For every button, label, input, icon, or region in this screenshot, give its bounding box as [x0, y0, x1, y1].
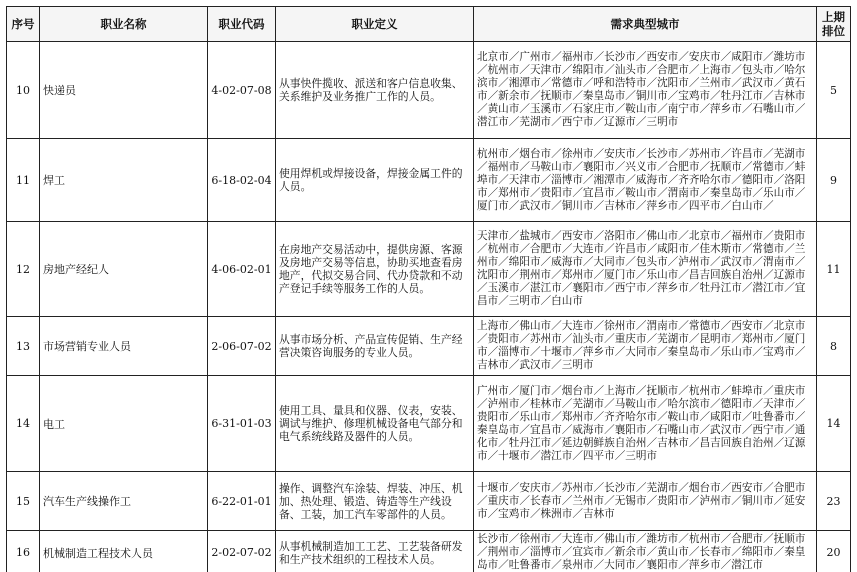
- cell-no: 12: [7, 222, 40, 317]
- table-row: [7, 376, 851, 472]
- cell-no: 15: [7, 472, 40, 531]
- cell-name: 快递员: [40, 42, 208, 139]
- table-row: [7, 472, 851, 531]
- cell-code: 2-02-07-02: [208, 531, 276, 572]
- cell-code: 4-02-07-08: [208, 42, 276, 139]
- table-row: [7, 42, 851, 139]
- cell-name: 机械制造工程技术人员: [40, 531, 208, 572]
- cell-prev-rank: 23: [817, 472, 851, 531]
- cell-cities: 上海市／佛山市／大连市／徐州市／渭南市／常德市／西安市／北京市／贵阳市／苏州市／汕头市／重庆市／芜湖市／昆明市／郑州市／厦门市／淄博市／十堰市／萍乡市／大同市／秦皇岛市／乐山市／宝鸡市／吉林市／武汉市／三明市: [474, 317, 817, 376]
- header-definition: 职业定义: [276, 7, 474, 42]
- cell-prev-rank: 11: [817, 222, 851, 317]
- cell-prev-rank: 5: [817, 42, 851, 139]
- header-code: 职业代码: [208, 7, 276, 42]
- table-row: [7, 317, 851, 376]
- cell-prev-rank: 20: [817, 531, 851, 572]
- table-row: [7, 139, 851, 222]
- cell-no: 16: [7, 531, 40, 572]
- cell-name: 市场营销专业人员: [40, 317, 208, 376]
- cell-code: 4-06-02-01: [208, 222, 276, 317]
- cell-cities: 十堰市／安庆市／苏州市／长沙市／芜湖市／烟台市／西安市／合肥市／重庆市／长春市／兰州市／无锡市／贵阳市／泸州市／铜川市／延安市／宝鸡市／株洲市／吉林市: [474, 472, 817, 531]
- cell-prev-rank: 8: [817, 317, 851, 376]
- cell-no: 11: [7, 139, 40, 222]
- cell-definition: 从事机械制造加工工艺、工艺装备研发和生产技术组织的工程技术人员。: [276, 531, 474, 572]
- cell-cities: 杭州市／烟台市／徐州市／安庆市／长沙市／苏州市／许昌市／芜湖市／福州市／马鞍山市／襄阳市／兴义市／合肥市／抚顺市／常德市／蚌埠市／天津市／淄博市／湘潭市／威海市／齐齐哈尔市／德阳市／洛阳市／郑州市／贵阳市／宜昌市／鞍山市／渭南市／秦皇岛市／乐山市／厦门市／武汉市／铜川市／吉林市／萍乡市／四平市／白山市／: [474, 139, 817, 222]
- header-no: 序号: [7, 7, 40, 42]
- cell-code: 6-18-02-04: [208, 139, 276, 222]
- cell-name: 电工: [40, 376, 208, 472]
- header-row: [7, 7, 851, 42]
- cell-definition: 使用焊机或焊接设备，焊接金属工件的人员。: [276, 139, 474, 222]
- table-row: [7, 531, 851, 572]
- cell-definition: 使用工具、量具和仪器、仪表，安装、调试与维护、修理机械设备电气部分和电气系统线路及器件的人员。: [276, 376, 474, 472]
- occupation-demand-table: [6, 6, 851, 572]
- cell-code: 6-22-01-01: [208, 472, 276, 531]
- cell-cities: 北京市／广州市／福州市／长沙市／西安市／安庆市／咸阳市／潍坊市／杭州市／天津市／绵阳市／汕头市／合肥市／上海市／包头市／哈尔滨市／湘潭市／常德市／呼和浩特市／沈阳市／兰州市／武汉市／黄石市／新余市／抚顺市／秦皇岛市／铜川市／宝鸡市／牡丹江市／吉林市／黄山市／玉溪市／石家庄市／鞍山市／南宁市／萍乡市／石嘴山市／潜江市／芜湖市／西宁市／辽源市／三明市: [474, 42, 817, 139]
- cell-name: 焊工: [40, 139, 208, 222]
- cell-no: 14: [7, 376, 40, 472]
- cell-definition: 操作、调整汽车涂装、焊装、冲压、机加、热处理、锻造、铸造等生产线设备、工装，加工汽车零部件的人员。: [276, 472, 474, 531]
- cell-prev-rank: 14: [817, 376, 851, 472]
- cell-prev-rank: 9: [817, 139, 851, 222]
- cell-cities: 天津市／盐城市／西安市／洛阳市／佛山市／北京市／福州市／贵阳市／杭州市／合肥市／大连市／许昌市／咸阳市／佳木斯市／常德市／兰州市／绵阳市／威海市／大同市／包头市／泸州市／武汉市／渭南市／沈阳市／荆州市／郑州市／厦门市／乐山市／昌吉回族自治州／辽源市／玉溪市／湛江市／襄阳市／西宁市／萍乡市／牡丹江市／潜江市／宜昌市／三明市／白山市: [474, 222, 817, 317]
- cell-name: 房地产经纪人: [40, 222, 208, 317]
- cell-definition: 在房地产交易活动中，提供房源、客源及房地产交易等信息，协助买地查看房地产，代拟交易合同、代办贷款和不动产登记手续等服务工作的人员。: [276, 222, 474, 317]
- cell-cities: 长沙市／徐州市／大连市／佛山市／潍坊市／杭州市／合肥市／抚顺市／荆州市／淄博市／宜宾市／新余市／黄山市／长春市／绵阳市／秦皇岛市／吐鲁番市／泉州市／大同市／襄阳市／萍乡市／潜江市: [474, 531, 817, 572]
- cell-code: 6-31-01-03: [208, 376, 276, 472]
- header-name: 职业名称: [40, 7, 208, 42]
- cell-code: 2-06-07-02: [208, 317, 276, 376]
- cell-no: 10: [7, 42, 40, 139]
- cell-definition: 从事快件揽收、派送和客户信息收集、关系维护及业务推广工作的人员。: [276, 42, 474, 139]
- table-row: [7, 222, 851, 317]
- cell-definition: 从事市场分析、产品宣传促销、生产经营决策咨询服务的专业人员。: [276, 317, 474, 376]
- cell-no: 13: [7, 317, 40, 376]
- header-prev-rank: 上期排位: [817, 7, 851, 42]
- header-cities: 需求典型城市: [474, 7, 817, 42]
- cell-name: 汽车生产线操作工: [40, 472, 208, 531]
- cell-cities: 广州市／厦门市／烟台市／上海市／抚顺市／杭州市／蚌埠市／重庆市／泸州市／桂林市／芜湖市／马鞍山市／哈尔滨市／德阳市／天津市／贵阳市／乐山市／郑州市／齐齐哈尔市／鞍山市／咸阳市／吐鲁番市／秦皇岛市／宜昌市／威海市／襄阳市／石嘴山市／武汉市／西宁市／通化市／牡丹江市／延边朝鲜族自治州／吉林市／昌吉回族自治州／辽源市／十堰市／潜江市／四平市／三明市: [474, 376, 817, 472]
